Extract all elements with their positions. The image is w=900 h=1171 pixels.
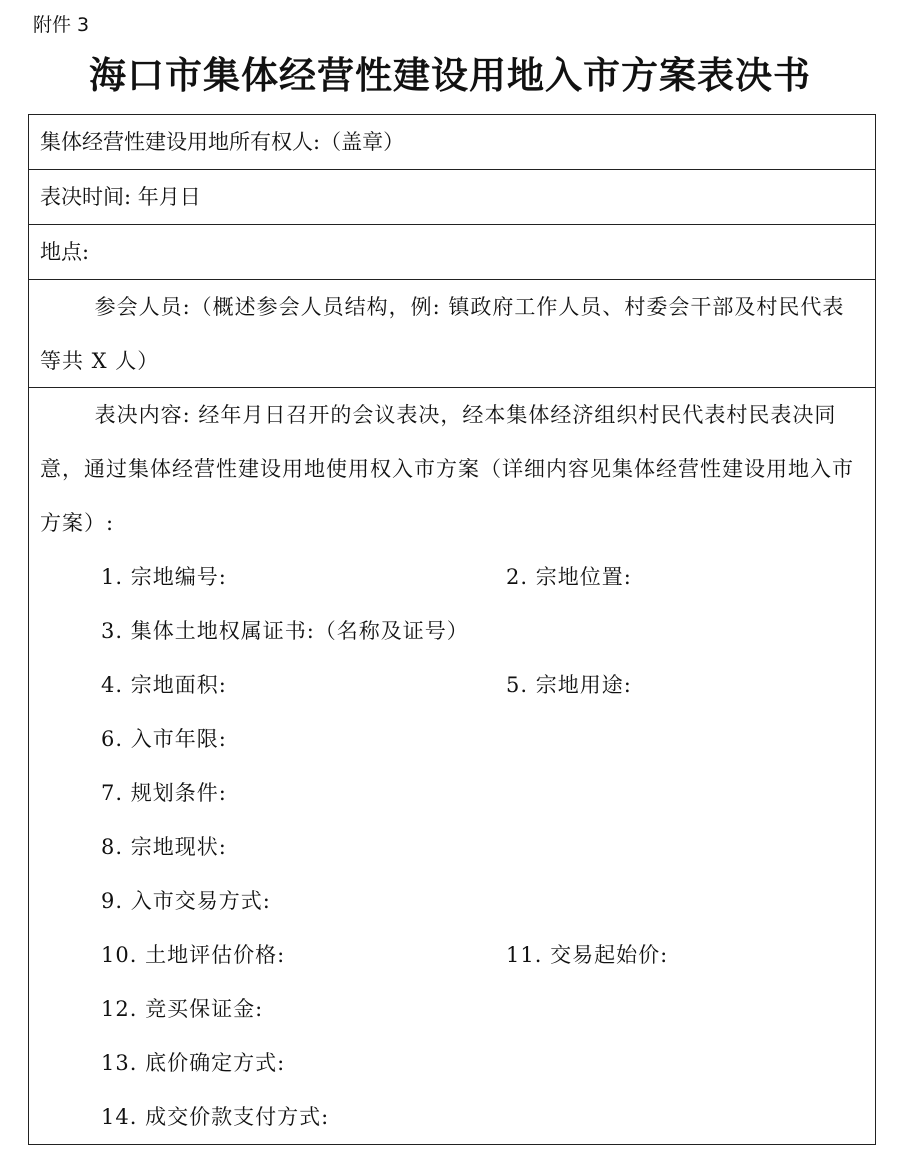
item-line-10 — [40, 1036, 865, 1090]
item-reserve-price-method: 13. 底价确定方式: — [101, 1051, 286, 1075]
attendees-text: 参会人员:（概述参会人员结构，例: 镇政府工作人员、村委会干部及村民代表等共 X 人） — [40, 295, 845, 373]
item-planning-conditions: 7. 规划条件: — [101, 781, 227, 805]
content-row — [29, 388, 875, 1144]
location-row — [29, 225, 875, 280]
item-line-1 — [40, 550, 865, 604]
item-appraised-price: 10. 土地评估价格: — [101, 943, 286, 967]
item-parcel-location: 2. 宗地位置: — [506, 565, 632, 589]
document-title: 海口市集体经营性建设用地入市方案表决书 — [89, 54, 811, 97]
item-line-9 — [40, 982, 865, 1036]
item-parcel-use: 5. 宗地用途: — [506, 673, 632, 697]
item-line-7 — [40, 874, 865, 928]
attachment-label: 附件 3 — [33, 14, 90, 36]
item-line-2 — [40, 604, 865, 658]
item-line-5 — [40, 766, 865, 820]
vote-time-row — [29, 170, 875, 225]
resolution-form — [28, 114, 876, 1145]
item-market-term: 6. 入市年限: — [101, 727, 227, 751]
vote-time-label: 表决时间: 年月日 — [40, 185, 201, 209]
content-intro-text: 表决内容: 经年月日召开的会议表决，经本集体经济组织村民代表村民表决同意，通过集体经营性建设用地使用权入市方案（详细内容见集体经营性建设用地入市方案）: — [40, 403, 854, 535]
owner-row — [29, 115, 875, 170]
item-land-certificate: 3. 集体土地权属证书:（名称及证号） — [101, 619, 469, 643]
item-list — [40, 550, 865, 1144]
item-line-8 — [40, 928, 865, 982]
item-payment-method: 14. 成交价款支付方式: — [101, 1105, 330, 1129]
owner-label: 集体经营性建设用地所有权人:（盖章） — [40, 130, 405, 154]
item-parcel-status: 8. 宗地现状: — [101, 835, 227, 859]
item-bid-deposit: 12. 竞买保证金: — [101, 997, 264, 1021]
item-line-6 — [40, 820, 865, 874]
location-label: 地点: — [40, 240, 90, 264]
item-line-3 — [40, 658, 865, 712]
item-starting-price: 11. 交易起始价: — [506, 943, 669, 967]
item-transaction-method: 9. 入市交易方式: — [101, 889, 271, 913]
item-line-11 — [40, 1090, 865, 1144]
item-parcel-number: 1. 宗地编号: — [101, 565, 227, 589]
item-line-4 — [40, 712, 865, 766]
attendees-row — [29, 280, 875, 388]
item-parcel-area: 4. 宗地面积: — [101, 673, 227, 697]
